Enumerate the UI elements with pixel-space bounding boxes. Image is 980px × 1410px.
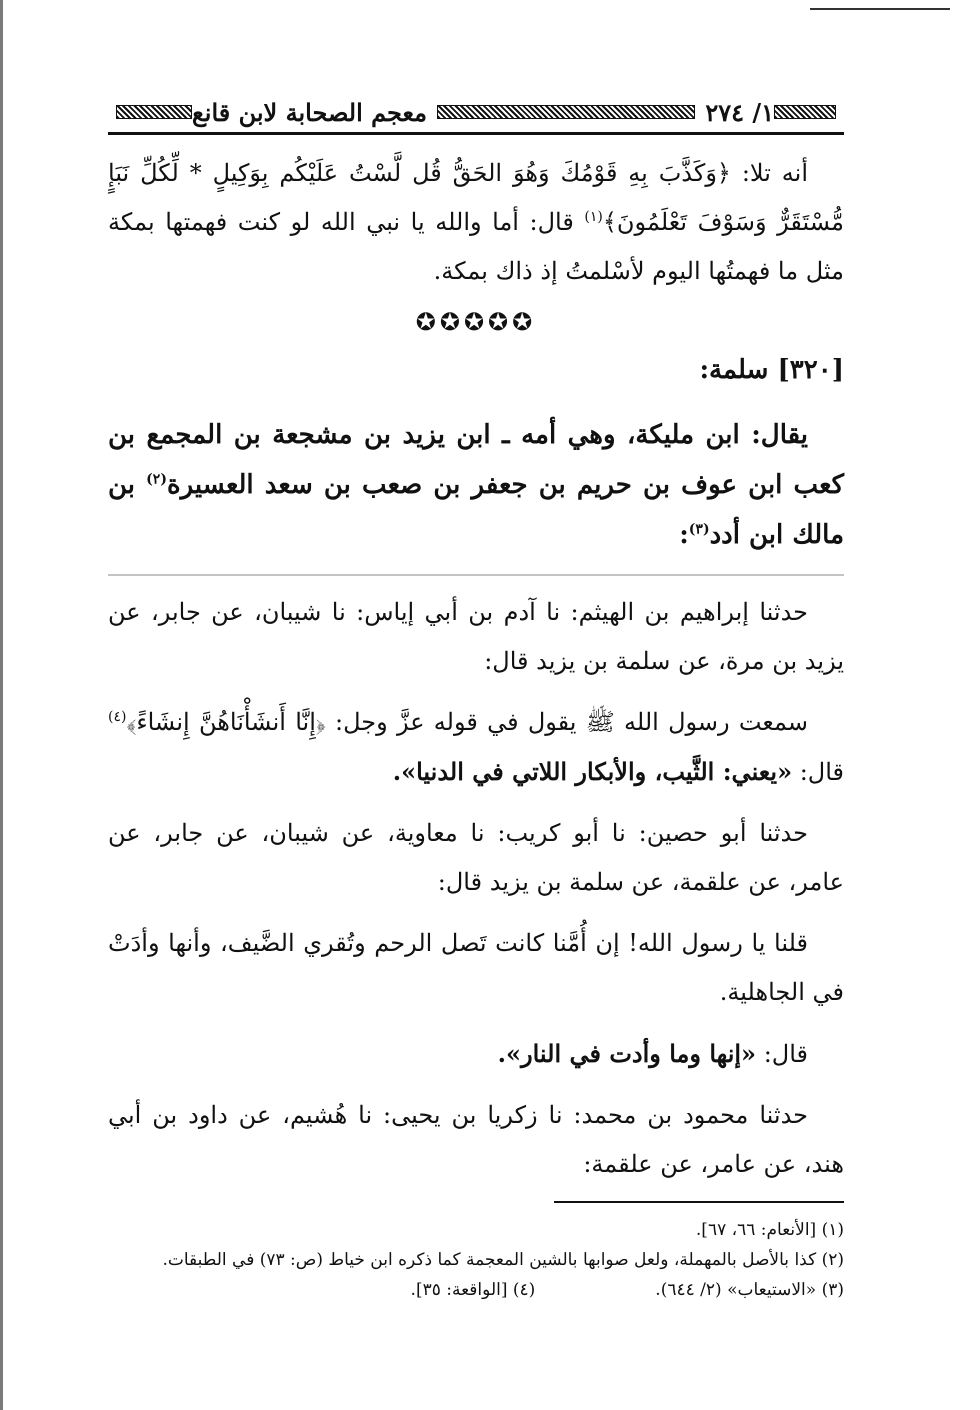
footnote-rule [554, 1201, 844, 1203]
divider [108, 574, 844, 576]
hadith-text: «يعني: الثَّيب، والأبكار اللاتي في الدنيا». [392, 757, 793, 786]
footnote-ref-2: (٢) [146, 471, 167, 488]
footnote-ref-1: (١) [584, 209, 603, 225]
section-separator: ✪✪✪✪✪ [415, 308, 537, 336]
header-ornament-middle [437, 105, 695, 119]
page-number: ١/ ٢٧٤ [705, 97, 774, 127]
narration-4: قلنا يا رسول الله! إن أُمَّنا كانت تَصل الرحم وتُقري الضَّيف، وأنها وأدَتْ في الجاهلية. [108, 929, 844, 1006]
narration-1: حدثنا إبراهيم بن الهيثم: نا آدم بن أبي إياس: نا شيبان، عن جابر، عن يزيد بن مرة، عن سلمة بن يزيد قال: [108, 598, 844, 675]
footnote-row [108, 1275, 844, 1305]
narration-3: حدثنا أبو حصين: نا أبو كريب: نا معاوية، عن شيبان، عن جابر، عن عامر، عن علقمة، عن سلمة بن يزيد قال: [108, 819, 844, 896]
bio-text-3: : [679, 520, 689, 550]
bio-text-2: بن مالك ابن أدد [108, 470, 844, 550]
narration-6: حدثنا محمود بن محمد: نا زكريا بن يحيى: نا هُشيم، عن داود بن أبي هند، عن عامر، عن علقمة: [108, 1101, 844, 1178]
entry-title: [٣٢٠] سلمة: [699, 355, 844, 385]
continuation-paragraph [108, 149, 844, 296]
narration-5 [108, 1029, 844, 1079]
corner-rule [810, 8, 950, 10]
quran-quote: أنه تلا: ﴿وَكَذَّبَ بِهِ قَوْمُكَ وَهُوَ الحَقُّ قُل لَّسْتُ عَلَيْكُم بِوَكِيلٍ * لِّكُلِّ نَبَإٍ مُّسْتَقَرٌّ وَسَوْفَ تَعْلَمُونَ﴾ [108, 159, 844, 236]
paragraph-text: قال: أما والله يا نبي الله لو كنت فهمتها بمكة مثل ما فهمتُها اليوم لأسْلمتُ إذ ذاك بمكة. [108, 208, 844, 285]
scan-edge [0, 0, 3, 1410]
narration-2 [108, 698, 844, 797]
footnote-ref-4: (٤) [108, 709, 127, 725]
running-header [108, 92, 844, 135]
footnote-2: (٢) كذا بالأصل بالمهملة، ولعل صوابها بالشين المعجمة كما ذكره ابن خياط (ص: ٧٣) في الطبقات. [162, 1250, 844, 1270]
header-ornament-left [116, 105, 192, 119]
narration-text: سمعت رسول الله ﷺ يقول في قوله عزَّ وجل: ﴿إِنَّا أَنشَأْنَاهُنَّ إِنشَاءً﴾ [126, 708, 808, 736]
bio-text: يقال: ابن مليكة، وهي أمه ـ ابن يزيد بن مشجعة بن المجمع بن كعب ابن عوف بن حريم بن جعفر بن صعب بن سعد العسيرة [108, 420, 844, 500]
footnote-1: (١) [الأنعام: ٦٦، ٦٧]. [695, 1220, 844, 1240]
footnote-3: (٣) «الاستيعاب» (٢/ ٦٤٤). [655, 1280, 844, 1300]
page-body [108, 135, 844, 1305]
entry-biography [108, 410, 844, 560]
book-title: معجم الصحابة لابن قانع [192, 97, 427, 127]
footnote-4: (٤) [الواقعة: ٣٥]. [410, 1280, 536, 1300]
narration-text-2: قال: [792, 758, 844, 786]
footnote-ref-3: (٣) [688, 521, 710, 538]
page [108, 92, 844, 1392]
narration-text: قال: [756, 1040, 808, 1068]
hadith-text: «إنها وما وأدت في النار». [497, 1039, 757, 1068]
header-ornament-right [774, 105, 836, 119]
